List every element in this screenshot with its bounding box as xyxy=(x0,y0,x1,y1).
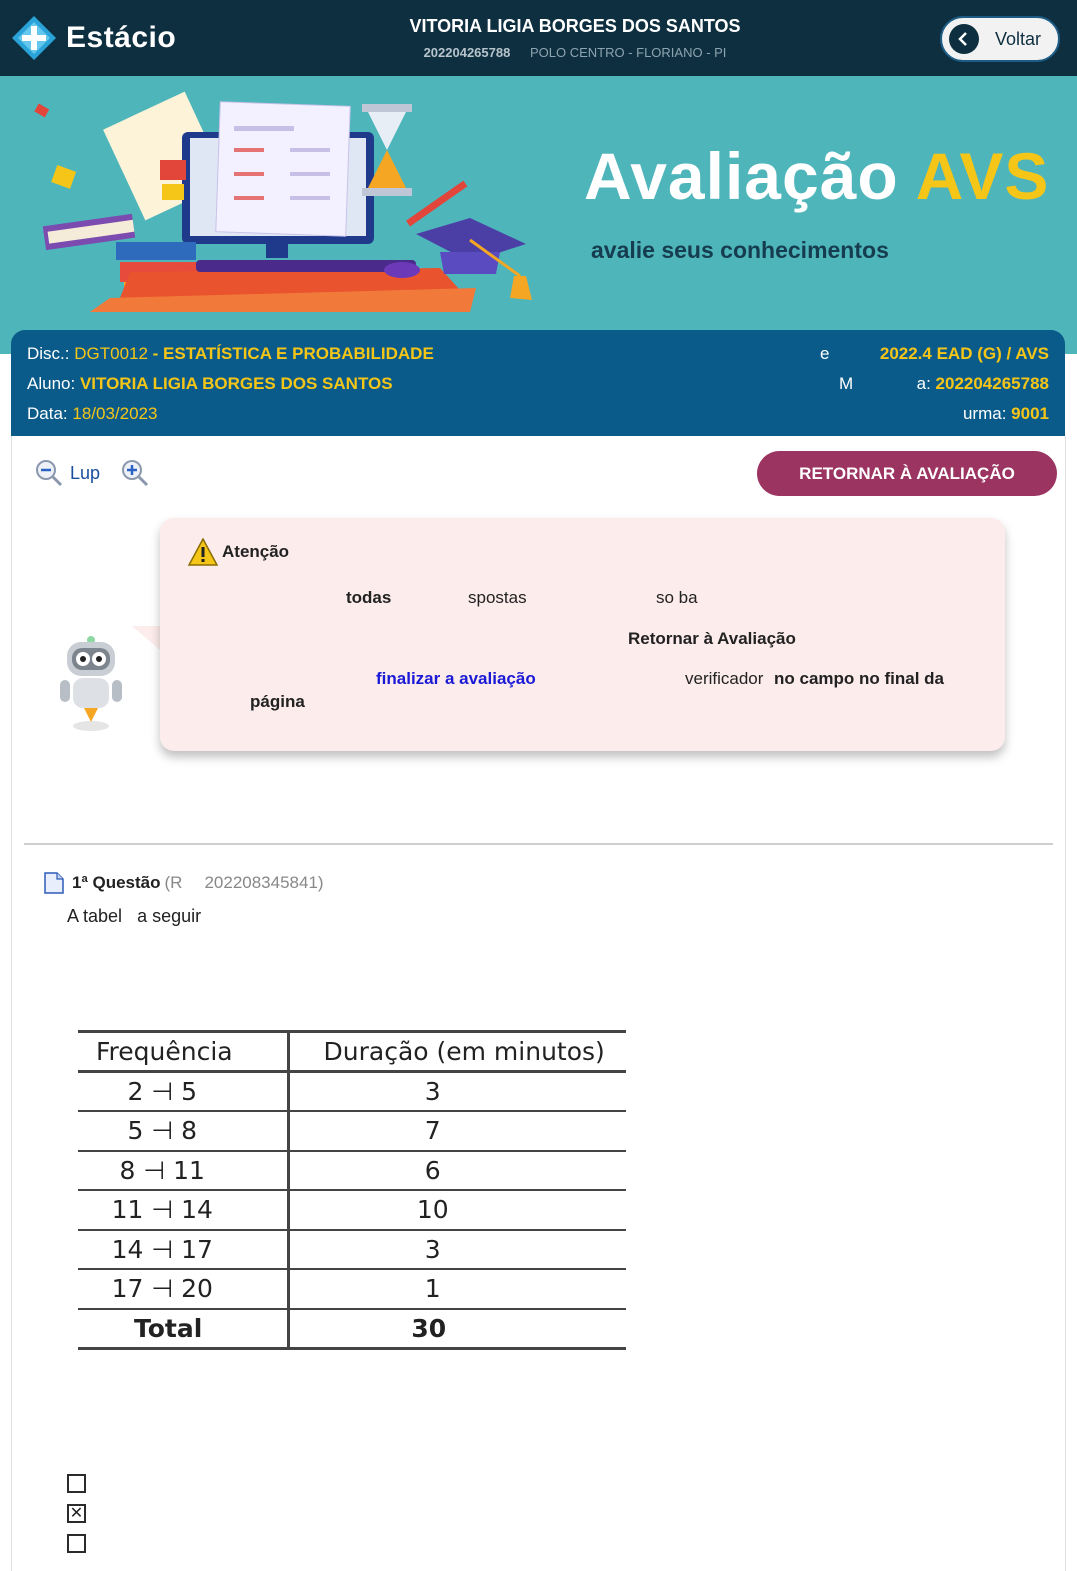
banner-subtitle: avalie seus conhecimentos xyxy=(591,237,889,263)
section-divider xyxy=(24,843,1053,845)
zoom-controls xyxy=(34,458,150,488)
question-code-prefix: (R xyxy=(164,873,183,892)
robot-mascot-icon xyxy=(52,628,130,732)
table-header-duracao: Duração (em minutos) xyxy=(288,1032,626,1072)
student-label: Aluno: xyxy=(27,374,76,393)
table-cell-value: 3 xyxy=(288,1230,626,1270)
table-cell-value: 6 xyxy=(288,1151,626,1191)
table-row xyxy=(78,1151,626,1191)
answer-option-checkbox[interactable] xyxy=(67,1474,86,1493)
question-title: 1ª Questão xyxy=(72,873,161,892)
attention-campo: no campo no final da xyxy=(774,669,945,688)
table-total-row xyxy=(78,1309,626,1349)
student-row xyxy=(27,374,393,394)
date-value: 18/03/2023 xyxy=(72,404,158,423)
zoom-out-icon[interactable] xyxy=(34,458,64,488)
question-header xyxy=(44,872,324,894)
warning-icon xyxy=(188,538,218,566)
table-cell-value: 7 xyxy=(288,1111,626,1151)
table-cell-interval: 2 ⊣ 5 xyxy=(78,1072,288,1112)
attention-box xyxy=(160,518,1005,751)
date-row xyxy=(27,404,157,424)
question-text-part-a: A tabel xyxy=(67,906,123,926)
table-row xyxy=(78,1190,626,1230)
answer-option-checkbox-selected[interactable]: ✕ xyxy=(67,1504,86,1523)
period-type: AVS xyxy=(1015,344,1049,363)
table-cell-interval: 17 ⊣ 20 xyxy=(78,1269,288,1309)
table-total-label: Total xyxy=(78,1309,288,1349)
discipline-separator: - xyxy=(147,344,164,363)
banner-title xyxy=(584,138,1049,214)
speech-bubble-tail xyxy=(132,626,160,650)
table-cell-value: 10 xyxy=(288,1190,626,1230)
student-name: VITORIA LIGIA BORGES DOS SANTOS xyxy=(409,16,741,36)
question-text xyxy=(67,906,201,927)
student-header xyxy=(380,16,770,60)
answer-option-checkbox[interactable] xyxy=(67,1534,86,1553)
period-row xyxy=(880,344,1049,364)
document-icon xyxy=(44,872,64,894)
attention-word-baseadas: so ba xyxy=(656,588,698,607)
top-header xyxy=(0,0,1077,76)
banner-title-text: Avaliação xyxy=(584,139,899,213)
student-polo: POLO CENTRO - FLORIANO - PI xyxy=(529,45,727,60)
table-row xyxy=(78,1230,626,1270)
question-code: 202208345841) xyxy=(204,873,324,892)
return-to-exam-button[interactable]: RETORNAR À AVALIAÇÃO xyxy=(757,451,1057,496)
period-value: 2022.4 EAD (G) xyxy=(879,344,1002,363)
matricula-label: a: xyxy=(916,374,931,393)
estacio-logo[interactable] xyxy=(10,14,176,62)
back-button-label: Voltar xyxy=(995,28,1042,49)
table-cell-interval: 5 ⊣ 8 xyxy=(78,1111,288,1151)
table-cell-interval: 11 ⊣ 14 xyxy=(78,1190,288,1230)
attention-word-respostas: spostas xyxy=(468,588,527,607)
period-separator: / xyxy=(1001,344,1016,363)
table-row xyxy=(78,1269,626,1309)
attention-title: Atenção xyxy=(222,542,290,561)
turma-row xyxy=(963,404,1049,424)
attention-word-todas: todas xyxy=(346,588,392,607)
table-row xyxy=(78,1111,626,1151)
table-cell-interval: 8 ⊣ 11 xyxy=(78,1151,288,1191)
discipline-label: Disc.: xyxy=(27,344,70,363)
table-total-value: 30 xyxy=(288,1309,626,1349)
table-row xyxy=(78,1072,626,1112)
frequency-table xyxy=(78,1030,626,1350)
student-meta xyxy=(380,45,770,60)
study-illustration xyxy=(0,76,560,354)
student-row-name: VITORIA LIGIA BORGES DOS SANTOS xyxy=(79,374,393,393)
zoom-in-icon[interactable] xyxy=(120,458,150,488)
back-button[interactable] xyxy=(940,16,1060,62)
discipline-name: ESTATÍSTICA E PROBABILIDADE xyxy=(163,344,434,363)
table-cell-interval: 14 ⊣ 17 xyxy=(78,1230,288,1270)
exam-info-bar xyxy=(11,330,1065,436)
matricula-row xyxy=(917,374,1049,394)
finalize-exam-link[interactable]: finalizar a avaliação xyxy=(376,669,536,688)
assessment-banner xyxy=(0,76,1077,354)
zoom-label: Lup xyxy=(70,462,101,483)
period-label-fragment: e xyxy=(820,344,830,363)
chevron-left-icon xyxy=(949,24,979,54)
discipline-code: DGT0012 xyxy=(74,344,148,363)
discipline-row xyxy=(27,344,434,364)
turma-value: 9001 xyxy=(1011,404,1049,423)
matricula-value: 202204265788 xyxy=(935,374,1049,393)
turma-label: urma: xyxy=(962,404,1007,423)
question-text-part-b: a seguir xyxy=(137,906,202,926)
student-matricula: 202204265788 xyxy=(423,45,511,60)
table-cell-value: 3 xyxy=(288,1072,626,1112)
attention-retornar: Retornar à Avaliação xyxy=(628,629,796,648)
brand-name: Estácio xyxy=(66,21,177,54)
banner-title-avs: AVS xyxy=(915,139,1050,213)
table-header-row xyxy=(78,1032,626,1072)
matricula-label-fragment: M xyxy=(839,374,854,393)
attention-verificador: verificador xyxy=(685,669,764,688)
table-cell-value: 1 xyxy=(288,1269,626,1309)
estacio-logo-icon xyxy=(10,14,58,62)
table-header-frequencia: Frequência xyxy=(78,1032,288,1072)
content-border-right xyxy=(1065,436,1066,1571)
attention-pagina: página xyxy=(250,692,305,711)
date-label: Data: xyxy=(27,404,68,423)
content-border-left xyxy=(11,436,12,1571)
